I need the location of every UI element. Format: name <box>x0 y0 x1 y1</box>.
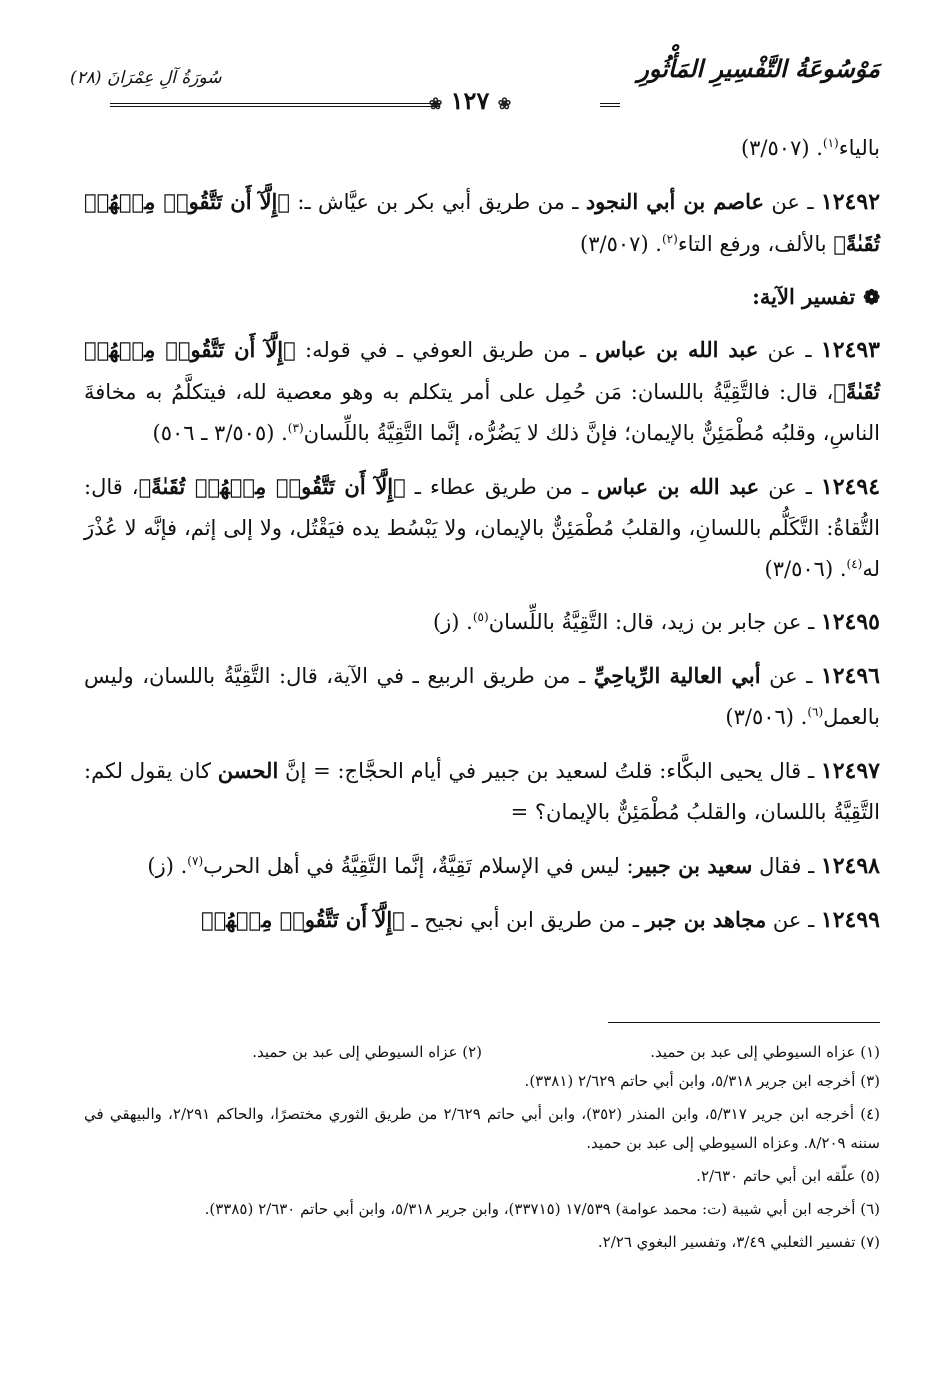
footnote-ref: (٤) <box>846 557 863 571</box>
narrator-name: مجاهد بن جبر <box>645 907 767 932</box>
footnote-5: (٥) علّقه ابن أبي حاتم ٢/٦٣٠. <box>696 1167 880 1185</box>
footnote-ref: (٢) <box>661 232 678 246</box>
page-number-block <box>410 86 530 115</box>
narrator-name: سعيد بن جبير <box>633 853 753 878</box>
footnote-6: (٦) أخرجه ابن أبي شيبة (ت: محمد عوامة) ١٧/٥٣٩ (٣٣٧١٥)، وابن جرير ٥/٣١٨، وابن أبي حاتم ٢/٦٣٠ (٣٣٨٥). <box>204 1200 880 1218</box>
book-title: مَوْسُوعَةُ التَّفْسِيرِ المَأْثُورِ <box>637 54 880 83</box>
footnote-4: (٤) أخرجه ابن جرير ٥/٣١٧، وابن المنذر (٣٥٢)، وابن أبي حاتم ٢/٦٢٩ من طريق الثوري مختصرًا، والحاكم ٢/٢٩١، والبيهقي في سننه ٨/٢٠٩. وعزاه السيوطي إلى عبد بن حميد. <box>84 1105 881 1152</box>
page-number-band <box>70 86 880 120</box>
main-text <box>84 128 880 953</box>
entry-number: ١٢٤٩٥ <box>820 609 880 635</box>
footnote-1: (١) عزاه السيوطي إلى عبد بن حميد. <box>650 1043 880 1061</box>
footnote-row <box>84 1038 880 1067</box>
footnote-7: (٧) تفسير الثعلبي ٣/٤٩، وتفسير البغوي ٢/٢٦. <box>597 1233 880 1251</box>
quran-quote: ﴿إِلَّآ أَن تَتَّقُوا۟ مِنۡهُمۡ تُقَىٰةً﴾ <box>84 189 880 256</box>
footnote-2: (٢) عزاه السيوطي إلى عبد بن حميد. <box>252 1043 482 1061</box>
quran-quote: ﴿إِلَّآ أَن تَتَّقُوا۟ مِنۡهُمۡ تُقَىٰةً﴾ <box>138 474 406 499</box>
entry-number: ١٢٤٩٦ <box>820 663 880 689</box>
narrator-name: عاصم بن أبي النجود <box>585 189 765 214</box>
entry-number: ١٢٤٩٩ <box>820 907 880 933</box>
entry-continuation: بالياء$^{(١)}$. (٣/٥٠٧) <box>740 136 880 160</box>
narrator-name: عبد الله بن عباس <box>597 474 760 499</box>
footnote-ref: (١) <box>822 136 839 150</box>
footnote-ref: (٥) <box>472 610 489 624</box>
entry-number: ١٢٤٩٤ <box>820 474 881 500</box>
entry-number: ١٢٤٩٣ <box>820 337 880 363</box>
entry-12494: ١٢٤٩٤ ـ عن عبد الله بن عباس ـ من طريق عطاء ـ ﴿إِلَّآ أَن تَتَّقُوا۟ مِنۡهُمۡ تُقَىٰةً﴾، قال: التُّقاةُ: التَّكَلُّم باللسانِ، والقلبُ مُطْمَئِنٌّ بالإيمان، ولا يَبْسُط يده فيَقْتُل، ولا إلى إثم، فإنَّه لا عُذْرَ له$^{(٤)}$. (٣/٥٠٦) <box>84 474 881 581</box>
footnote-ref: (٦) <box>807 705 824 719</box>
entry-12495: ١٢٤٩٥ ـ عن جابر بن زيد، قال: التَّقِيَّةُ باللِّسان$^{(٥)}$. (ز) <box>432 609 880 635</box>
narrator-name: عبد الله بن عباس <box>595 337 759 362</box>
entry-12498: ١٢٤٩٨ ـ فقال سعيد بن جبير: ليس في الإسلام تَقِيَّةٌ، إنَّما التَّقِيَّةُ في أهل الحرب$^{(٧)}$. (ز) <box>147 853 880 879</box>
ornament-icon: ❀ <box>428 94 443 113</box>
entry-12497: ١٢٤٩٧ ـ قال يحيى البكَّاء: قلتُ لسعيد بن جبير في أيام الحجَّاج: = إنَّ الحسن كان يقول لكم: التَّقِيَّةُ باللسان، والقلبُ مُطْمَئِنٌّ بالإيمان؟ = <box>84 758 880 824</box>
entry-number: ١٢٤٩٧ <box>820 758 880 784</box>
footnote-separator <box>608 1022 880 1023</box>
page-number: ١٢٧ <box>450 86 490 115</box>
entry-12499: ١٢٤٩٩ ـ عن مجاهد بن جبر ـ من طريق ابن أبي نجيح ـ ﴿إِلَّآ أَن تَتَّقُوا۟ مِنۡهُمۡ <box>200 907 880 933</box>
footnote-3: (٣) أخرجه ابن جرير ٥/٣١٨، وابن أبي حاتم ٢/٦٢٩ (٣٣٨١). <box>524 1072 880 1090</box>
quran-quote: ﴿إِلَّآ أَن تَتَّقُوا۟ مِنۡهُمۡ <box>200 907 405 932</box>
page-header <box>70 50 880 120</box>
entry-12492: ١٢٤٩٢ ـ عن عاصم بن أبي النجود ـ من طريق أبي بكر بن عيَّاش ـ: ﴿إِلَّآ أَن تَتَّقُوا۟ مِنۡهُمۡ تُقَىٰةً﴾ بالألف، ورفع التاء$^{(٢)}$. (٣/٥٠٧) <box>84 189 881 256</box>
footnotes <box>84 1038 880 1261</box>
section-heading: ❁تفسير الآية: <box>752 284 880 309</box>
header-rule-left <box>110 103 440 107</box>
ornament-icon: ❀ <box>497 94 512 113</box>
flower-icon: ❁ <box>863 285 880 309</box>
entry-number: ١٢٤٩٢ <box>820 189 881 215</box>
footnote-ref: (٧) <box>187 854 204 868</box>
quran-quote: ﴿إِلَّآ أَن تَتَّقُوا۟ مِنۡهُمۡ تُقَىٰةً﴾ <box>84 337 880 404</box>
footnote-ref: (٣) <box>287 421 304 435</box>
surah-label: سُورَةُ آلِ عِمْرَانَ (٢٨) <box>70 68 222 88</box>
narrator-name: أبي العالية الرِّياحِيِّ <box>593 663 761 688</box>
header-rule-right <box>600 103 620 107</box>
entry-number: ١٢٤٩٨ <box>820 853 880 879</box>
entry-12496: ١٢٤٩٦ ـ عن أبي العالية الرِّياحِيِّ ـ من طريق الربيع ـ في الآية، قال: التَّقِيَّةُ باللسان، وليس بالعمل$^{(٦)}$. (٣/٥٠٦) <box>84 663 880 729</box>
entry-12493: ١٢٤٩٣ ـ عن عبد الله بن عباس ـ من طريق العوفي ـ في قوله: ﴿إِلَّآ أَن تَتَّقُوا۟ مِنۡهُمۡ تُقَىٰةً﴾، قال: فالتَّقِيَّةُ باللسان: مَن حُمِل على أمر يتكلم به وهو معصية لله، فيتكلَّمُ به مخافةَ الناسِ، وقلبُه مُطْمَئِنٌّ بالإيمان؛ فإنَّ ذلك لا يَضُرُّه، إنَّما التَّقِيَّةُ باللِّسان$^{(٣)}$. (٣/٥٠٥ ـ ٥٠٦) <box>84 337 880 445</box>
narrator-name: الحسن <box>217 758 279 783</box>
